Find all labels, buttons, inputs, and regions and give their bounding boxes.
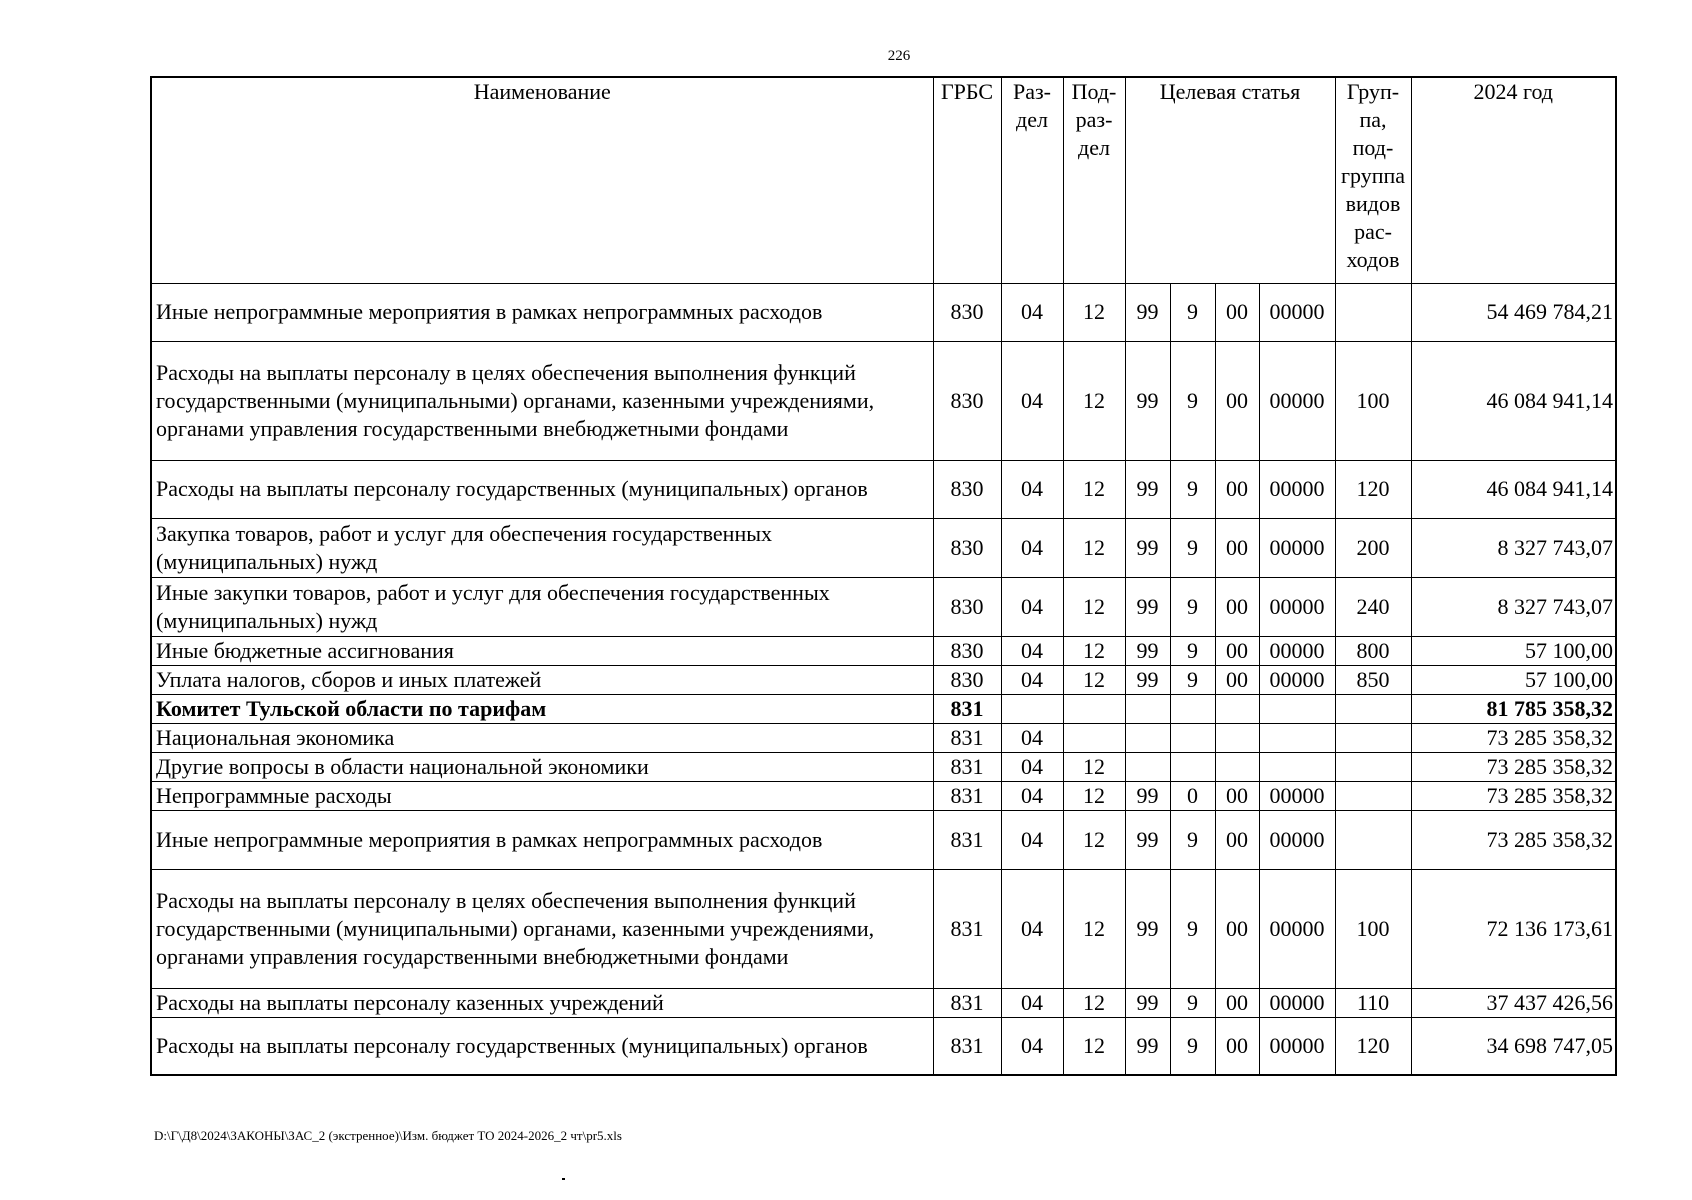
row-name: Иные закупки товаров, работ и услуг для обеспечения государственных (муниципальных) нужд: [151, 577, 933, 636]
row-grbs: 830: [933, 460, 1001, 518]
row-grbs: 831: [933, 869, 1001, 988]
row-target-direction: 00000: [1259, 781, 1335, 810]
row-name: Иные непрограммные мероприятия в рамках непрограммных расходов: [151, 810, 933, 869]
row-expense-group: [1335, 810, 1411, 869]
row-target-type: 9: [1170, 518, 1215, 577]
row-target-direction: [1259, 752, 1335, 781]
row-name: Расходы на выплаты персоналу в целях обеспечения выполнения функций государственными (муниципальными) органами, казенными учреждениями, органами управления государственными внебюджетными фондами: [151, 341, 933, 460]
row-podrazdel: 12: [1063, 283, 1125, 341]
row-amount: 54 469 784,21: [1411, 283, 1616, 341]
header-razdel: Раз- дел: [1001, 77, 1063, 283]
header-podrazdel: Под- раз- дел: [1063, 77, 1125, 283]
row-target-direction: 00000: [1259, 1017, 1335, 1075]
row-amount: 8 327 743,07: [1411, 577, 1616, 636]
row-grbs: 831: [933, 810, 1001, 869]
row-podrazdel: 12: [1063, 988, 1125, 1017]
row-name: Расходы на выплаты персоналу казенных учреждений: [151, 988, 933, 1017]
table-header-row: [151, 77, 1616, 283]
row-target-program: 99: [1125, 518, 1170, 577]
row-name: Закупка товаров, работ и услуг для обеспечения государственных (муниципальных) нужд: [151, 518, 933, 577]
stray-mark: [562, 1178, 565, 1180]
row-name: Непрограммные расходы: [151, 781, 933, 810]
row-target-type: 9: [1170, 341, 1215, 460]
file-path-footer: D:\Г\Д8\2024\ЗАКОНЫ\ЗАС_2 (экстренное)\Изм. бюджет ТО 2024-2026_2 чт\pr5.xls: [154, 1128, 622, 1143]
row-target-direction: 00000: [1259, 665, 1335, 694]
table-row: [151, 460, 1616, 518]
row-grbs: 830: [933, 577, 1001, 636]
row-podrazdel: 12: [1063, 752, 1125, 781]
budget-table: [150, 76, 1617, 1076]
row-target-direction: 00000: [1259, 988, 1335, 1017]
row-name: Уплата налогов, сборов и иных платежей: [151, 665, 933, 694]
row-amount: 37 437 426,56: [1411, 988, 1616, 1017]
header-target-article: Целевая статья: [1125, 77, 1335, 283]
row-grbs: 830: [933, 665, 1001, 694]
row-expense-group: 800: [1335, 636, 1411, 665]
table-row: [151, 810, 1616, 869]
row-target-program: [1125, 752, 1170, 781]
row-grbs: 831: [933, 1017, 1001, 1075]
row-name: Иные непрограммные мероприятия в рамках непрограммных расходов: [151, 283, 933, 341]
row-amount: 34 698 747,05: [1411, 1017, 1616, 1075]
row-target-type: [1170, 694, 1215, 723]
row-target-subprogram: [1215, 723, 1259, 752]
row-grbs: 831: [933, 988, 1001, 1017]
row-target-subprogram: 00: [1215, 283, 1259, 341]
table-row: [151, 869, 1616, 988]
row-target-program: 99: [1125, 665, 1170, 694]
row-amount: 8 327 743,07: [1411, 518, 1616, 577]
row-razdel: 04: [1001, 283, 1063, 341]
table-row: [151, 781, 1616, 810]
table-row: [151, 518, 1616, 577]
row-razdel: 04: [1001, 1017, 1063, 1075]
row-target-subprogram: 00: [1215, 460, 1259, 518]
row-razdel: 04: [1001, 665, 1063, 694]
row-expense-group: 100: [1335, 869, 1411, 988]
header-expense-group: Груп- па, под- группа видов рас- ходов: [1335, 77, 1411, 283]
row-amount: 46 084 941,14: [1411, 460, 1616, 518]
table-row: [151, 1017, 1616, 1075]
row-razdel: 04: [1001, 460, 1063, 518]
row-target-program: 99: [1125, 781, 1170, 810]
row-amount: 81 785 358,32: [1411, 694, 1616, 723]
row-name: Комитет Тульской области по тарифам: [151, 694, 933, 723]
row-razdel: 04: [1001, 752, 1063, 781]
table-row: [151, 341, 1616, 460]
row-target-subprogram: 00: [1215, 577, 1259, 636]
row-grbs: 830: [933, 518, 1001, 577]
row-target-program: [1125, 723, 1170, 752]
row-expense-group: [1335, 752, 1411, 781]
row-target-subprogram: 00: [1215, 781, 1259, 810]
row-target-subprogram: [1215, 752, 1259, 781]
row-podrazdel: [1063, 723, 1125, 752]
row-expense-group: 200: [1335, 518, 1411, 577]
row-expense-group: [1335, 723, 1411, 752]
row-target-program: 99: [1125, 283, 1170, 341]
row-target-direction: 00000: [1259, 810, 1335, 869]
row-podrazdel: 12: [1063, 810, 1125, 869]
row-amount: 73 285 358,32: [1411, 723, 1616, 752]
row-target-direction: 00000: [1259, 869, 1335, 988]
table-row: [151, 988, 1616, 1017]
row-name: Другие вопросы в области национальной экономики: [151, 752, 933, 781]
row-name: Национальная экономика: [151, 723, 933, 752]
row-target-program: 99: [1125, 988, 1170, 1017]
header-grbs: ГРБС: [933, 77, 1001, 283]
row-target-program: 99: [1125, 341, 1170, 460]
row-target-type: [1170, 723, 1215, 752]
row-target-subprogram: 00: [1215, 665, 1259, 694]
row-podrazdel: 12: [1063, 460, 1125, 518]
row-target-program: 99: [1125, 869, 1170, 988]
table-row: [151, 694, 1616, 723]
table-row: [151, 283, 1616, 341]
row-expense-group: 120: [1335, 460, 1411, 518]
row-amount: 73 285 358,32: [1411, 781, 1616, 810]
row-razdel: 04: [1001, 723, 1063, 752]
row-podrazdel: 12: [1063, 518, 1125, 577]
row-expense-group: [1335, 694, 1411, 723]
row-razdel: [1001, 694, 1063, 723]
row-razdel: 04: [1001, 781, 1063, 810]
table-row: [151, 665, 1616, 694]
row-target-type: 9: [1170, 810, 1215, 869]
row-target-type: 9: [1170, 636, 1215, 665]
page-number: 226: [887, 48, 911, 64]
row-target-program: 99: [1125, 810, 1170, 869]
row-razdel: 04: [1001, 810, 1063, 869]
row-target-program: 99: [1125, 577, 1170, 636]
row-amount: 57 100,00: [1411, 636, 1616, 665]
row-target-type: [1170, 752, 1215, 781]
row-target-subprogram: [1215, 694, 1259, 723]
header-name: Наименование: [151, 77, 933, 283]
row-expense-group: 850: [1335, 665, 1411, 694]
table-row: [151, 723, 1616, 752]
row-amount: 57 100,00: [1411, 665, 1616, 694]
row-name: Иные бюджетные ассигнования: [151, 636, 933, 665]
row-target-subprogram: 00: [1215, 518, 1259, 577]
row-target-subprogram: 00: [1215, 1017, 1259, 1075]
row-podrazdel: 12: [1063, 869, 1125, 988]
table-row: [151, 752, 1616, 781]
row-grbs: 830: [933, 636, 1001, 665]
row-grbs: 831: [933, 694, 1001, 723]
row-amount: 72 136 173,61: [1411, 869, 1616, 988]
row-target-type: 9: [1170, 283, 1215, 341]
row-podrazdel: 12: [1063, 636, 1125, 665]
row-target-direction: 00000: [1259, 518, 1335, 577]
row-grbs: 830: [933, 341, 1001, 460]
row-grbs: 831: [933, 723, 1001, 752]
row-target-direction: 00000: [1259, 577, 1335, 636]
row-razdel: 04: [1001, 869, 1063, 988]
row-name: Расходы на выплаты персоналу государственных (муниципальных) органов: [151, 1017, 933, 1075]
row-podrazdel: 12: [1063, 1017, 1125, 1075]
table-row: [151, 577, 1616, 636]
row-target-subprogram: 00: [1215, 988, 1259, 1017]
row-target-type: 9: [1170, 1017, 1215, 1075]
row-razdel: 04: [1001, 341, 1063, 460]
header-year: 2024 год: [1411, 77, 1616, 283]
row-target-direction: 00000: [1259, 460, 1335, 518]
row-expense-group: 120: [1335, 1017, 1411, 1075]
row-razdel: 04: [1001, 518, 1063, 577]
row-target-program: 99: [1125, 1017, 1170, 1075]
row-target-direction: 00000: [1259, 341, 1335, 460]
row-target-direction: 00000: [1259, 283, 1335, 341]
row-amount: 73 285 358,32: [1411, 810, 1616, 869]
row-target-type: 0: [1170, 781, 1215, 810]
row-target-type: 9: [1170, 869, 1215, 988]
row-amount: 46 084 941,14: [1411, 341, 1616, 460]
row-name: Расходы на выплаты персоналу в целях обеспечения выполнения функций государственными (муниципальными) органами, казенными учреждениями, органами управления государственными внебюджетными фондами: [151, 869, 933, 988]
row-target-direction: 00000: [1259, 636, 1335, 665]
row-target-subprogram: 00: [1215, 341, 1259, 460]
row-target-type: 9: [1170, 460, 1215, 518]
row-podrazdel: 12: [1063, 341, 1125, 460]
row-amount: 73 285 358,32: [1411, 752, 1616, 781]
row-expense-group: 100: [1335, 341, 1411, 460]
row-expense-group: [1335, 283, 1411, 341]
row-target-subprogram: 00: [1215, 636, 1259, 665]
row-podrazdel: 12: [1063, 665, 1125, 694]
row-podrazdel: 12: [1063, 577, 1125, 636]
row-razdel: 04: [1001, 636, 1063, 665]
row-name: Расходы на выплаты персоналу государственных (муниципальных) органов: [151, 460, 933, 518]
row-grbs: 831: [933, 752, 1001, 781]
row-target-type: 9: [1170, 988, 1215, 1017]
row-target-direction: [1259, 723, 1335, 752]
row-expense-group: 110: [1335, 988, 1411, 1017]
row-target-program: [1125, 694, 1170, 723]
row-razdel: 04: [1001, 988, 1063, 1017]
row-podrazdel: [1063, 694, 1125, 723]
row-target-subprogram: 00: [1215, 869, 1259, 988]
row-podrazdel: 12: [1063, 781, 1125, 810]
row-target-program: 99: [1125, 636, 1170, 665]
row-target-type: 9: [1170, 577, 1215, 636]
table-row: [151, 636, 1616, 665]
row-razdel: 04: [1001, 577, 1063, 636]
row-grbs: 831: [933, 781, 1001, 810]
row-grbs: 830: [933, 283, 1001, 341]
row-target-direction: [1259, 694, 1335, 723]
row-expense-group: [1335, 781, 1411, 810]
row-target-type: 9: [1170, 665, 1215, 694]
row-expense-group: 240: [1335, 577, 1411, 636]
row-target-program: 99: [1125, 460, 1170, 518]
row-target-subprogram: 00: [1215, 810, 1259, 869]
